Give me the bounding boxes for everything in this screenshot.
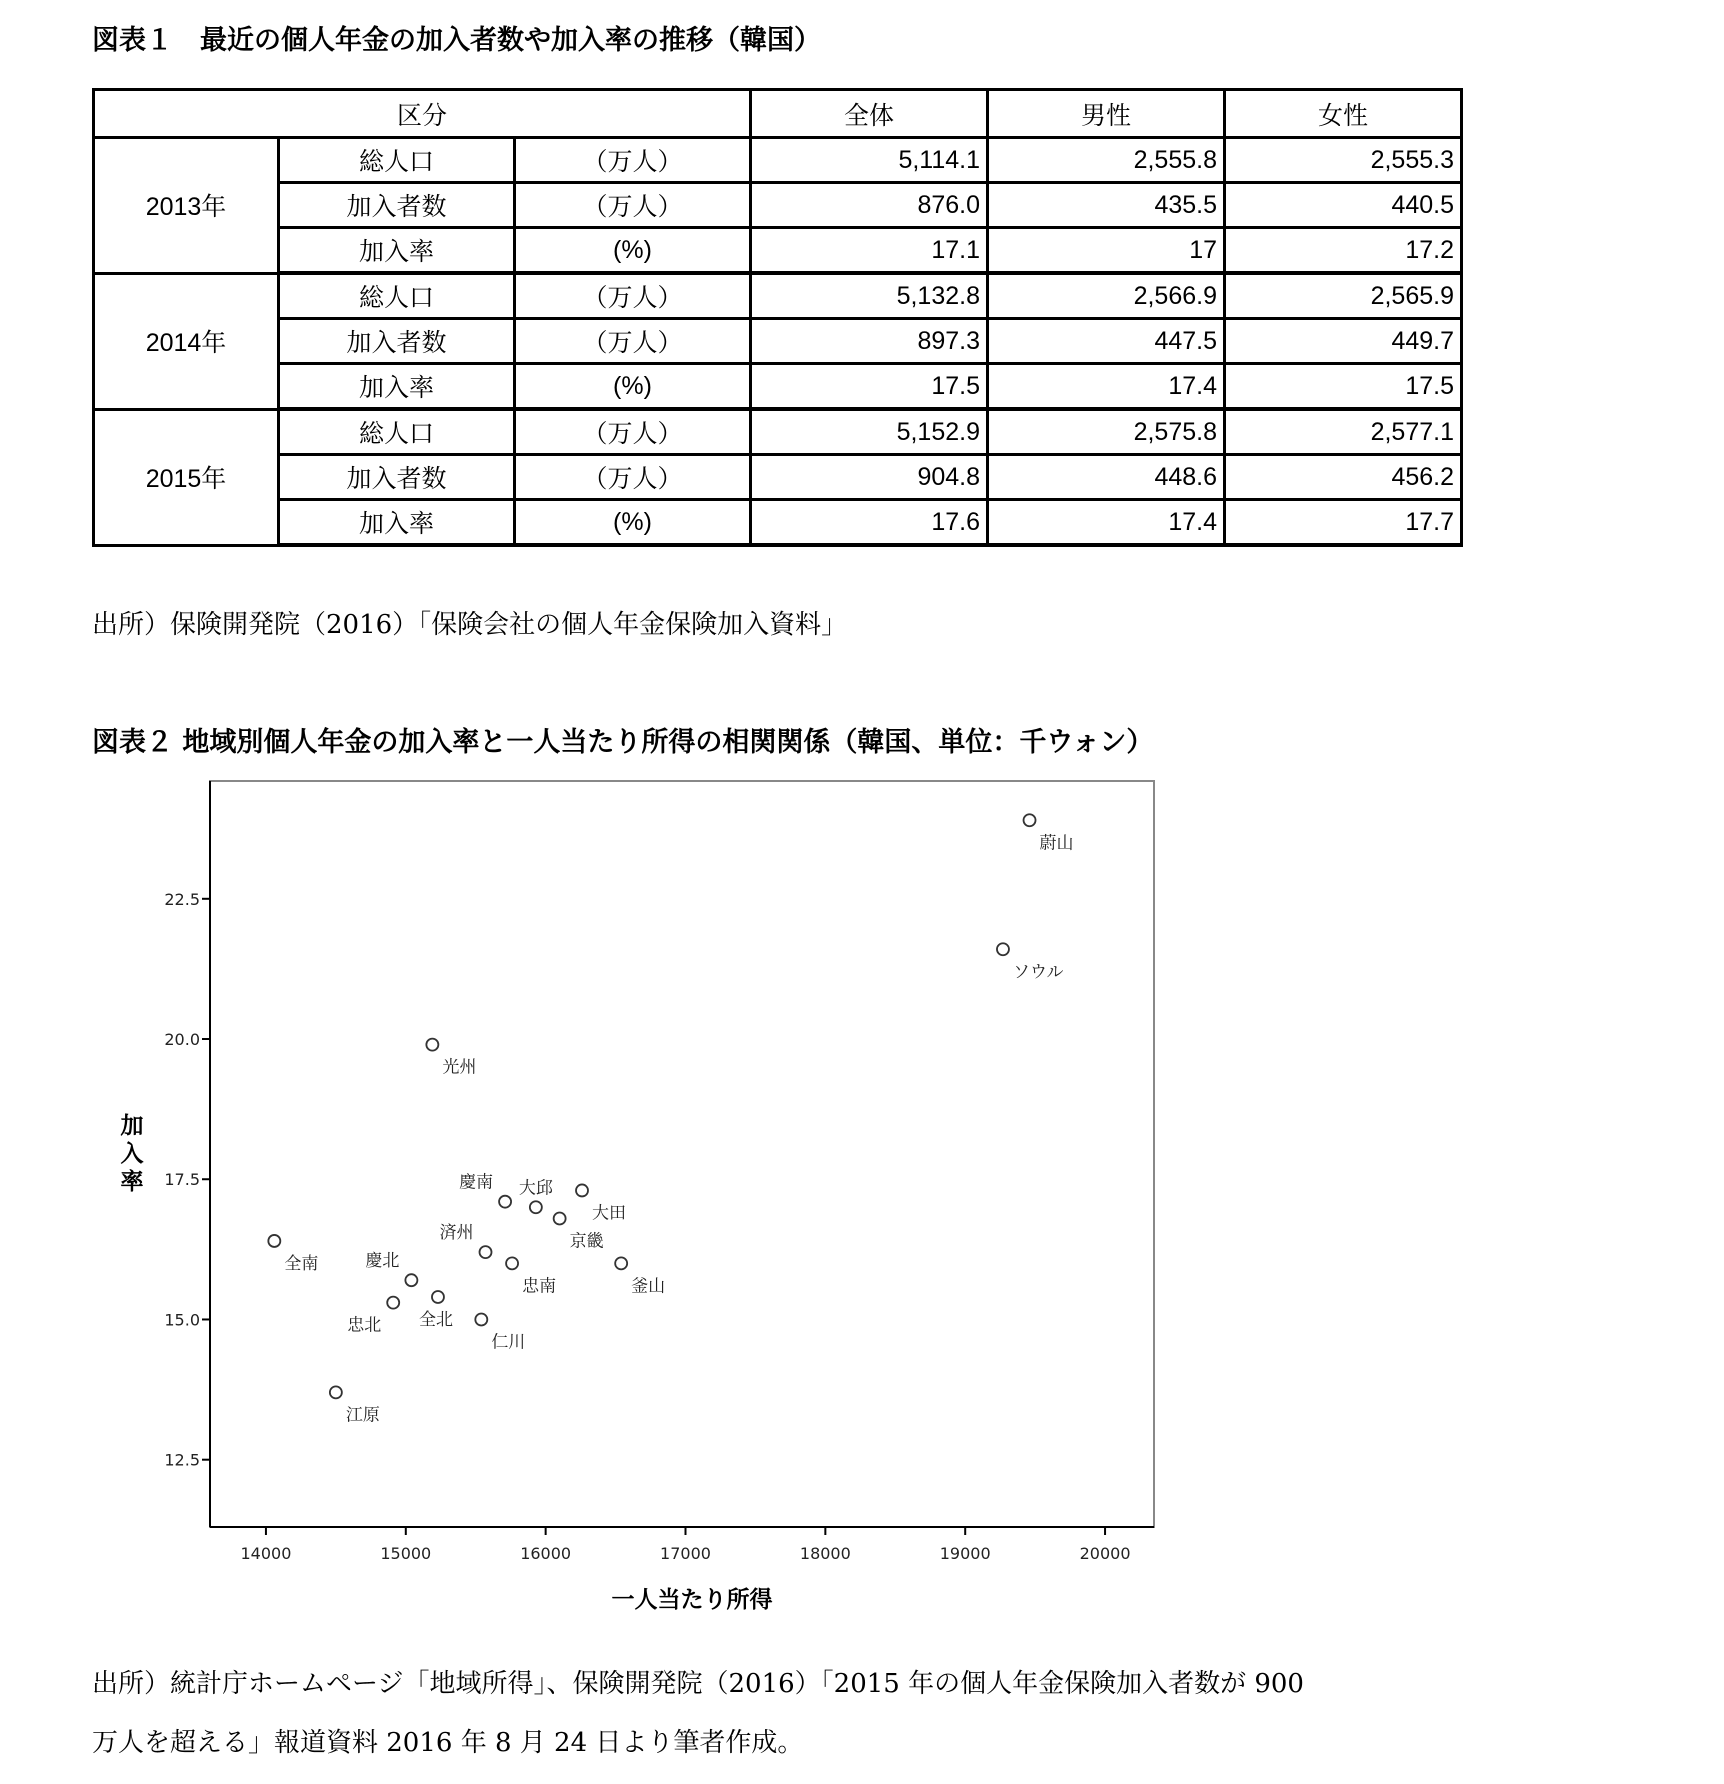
figure2-title: 図表２ 地域別個人年金の加入率と一人当たり所得の相関関係（韓国、単位：千ウォン） [92,727,1154,758]
total-cell: 5,114.1 [751,138,988,183]
y-axis-label [121,1113,144,1195]
y-axis-label-char: 率 [120,1169,144,1195]
point-label: 全南 [284,1253,319,1274]
table-row [94,228,1462,274]
total-cell: 897.3 [751,319,988,364]
figure2-source-line2: 万人を超える」報道資料 2016 年 8 月 24 日より筆者作成。 [92,1728,804,1758]
male-cell: 2,575.8 [988,409,1225,455]
point-label: 忠南 [522,1276,557,1297]
data-point [387,1297,399,1309]
item-cell: 総人口 [279,273,515,319]
point-label: 釜山 [631,1276,666,1297]
x-tick-label: 20000 [1079,1544,1131,1563]
male-cell: 17.4 [988,500,1225,546]
table-row [94,455,1462,500]
point-label: 江原 [345,1405,380,1426]
y-tick-label: 17.5 [164,1170,200,1190]
unit-cell: （万人） [515,409,751,455]
table-row [94,319,1462,364]
table-row [94,409,1462,455]
data-point [480,1246,492,1258]
table-row [94,138,1462,183]
scatter-chart [110,775,1210,1615]
figure1-title: 図表１ 最近の個人年金の加入者数や加入率の推移（韓国） [92,25,821,56]
point-label: ソウル [1012,962,1064,983]
data-point [475,1313,487,1325]
male-cell: 17 [988,228,1225,274]
female-cell: 2,577.1 [1225,409,1462,455]
point-label: 忠北 [347,1315,382,1336]
data-point [426,1039,438,1051]
data-point [997,943,1009,955]
figure1-source: 出所）保険開発院（2016）「保険会社の個人年金保険加入資料」 [92,610,848,640]
x-tick-label: 19000 [939,1544,991,1563]
table-row [94,364,1462,410]
data-point [506,1257,518,1269]
point-label: 京畿 [569,1231,604,1252]
total-cell: 17.1 [751,228,988,274]
year-cell: 2014年 [94,273,279,409]
male-cell: 2,555.8 [988,138,1225,183]
male-cell: 17.4 [988,364,1225,410]
table-header-row [94,90,1462,138]
data-point [330,1386,342,1398]
point-label: 済州 [439,1223,474,1244]
point-label: 慶北 [365,1251,400,1272]
x-ticks [240,1527,1130,1563]
female-cell: 2,555.3 [1225,138,1462,183]
total-cell: 5,132.8 [751,273,988,319]
header-female: 女性 [1225,90,1462,138]
unit-cell: (%) [515,228,751,274]
male-cell: 2,566.9 [988,273,1225,319]
x-tick-label: 14000 [240,1544,292,1563]
male-cell: 435.5 [988,183,1225,228]
y-tick-label: 22.5 [164,889,200,909]
x-tick-label: 17000 [660,1544,711,1563]
total-cell: 17.6 [751,500,988,546]
item-cell: 総人口 [279,138,515,183]
header-category: 区分 [94,90,751,138]
header-male: 男性 [988,90,1225,138]
figure2-source-line1: 出所）統計庁ホームページ「地域所得」、保険開発院（2016）「2015 年の個人年金保険加入者数が 900 [92,1669,1304,1699]
y-axis-label-char: 加 [120,1113,144,1139]
female-cell: 17.2 [1225,228,1462,274]
unit-cell: （万人） [515,319,751,364]
header-total: 全体 [751,90,988,138]
x-tick-label: 15000 [380,1544,432,1563]
unit-cell: （万人） [515,455,751,500]
item-cell: 加入者数 [279,455,515,500]
male-cell: 448.6 [988,455,1225,500]
x-tick-label: 16000 [520,1544,572,1563]
y-tick-label: 20.0 [164,1030,200,1050]
item-cell: 加入率 [279,500,515,546]
female-cell: 456.2 [1225,455,1462,500]
point-label: 全北 [418,1310,453,1331]
table-row [94,273,1462,319]
item-cell: 加入率 [279,228,515,274]
data-point [576,1184,588,1196]
female-cell: 17.5 [1225,364,1462,410]
y-axis-label-char: 入 [120,1141,144,1167]
female-cell: 17.7 [1225,500,1462,546]
data-point [432,1291,444,1303]
item-cell: 加入者数 [279,319,515,364]
item-cell: 加入率 [279,364,515,410]
male-cell: 447.5 [988,319,1225,364]
item-cell: 総人口 [279,409,515,455]
total-cell: 5,152.9 [751,409,988,455]
data-point [530,1201,542,1213]
female-cell: 449.7 [1225,319,1462,364]
x-axis-label: 一人当たり所得 [611,1587,773,1613]
point-label: 慶南 [459,1172,494,1193]
female-cell: 2,565.9 [1225,273,1462,319]
point-label: 光州 [442,1057,477,1078]
data-point [554,1213,566,1225]
unit-cell: （万人） [515,138,751,183]
y-tick-label: 12.5 [164,1450,200,1470]
year-cell: 2015年 [94,409,279,545]
total-cell: 904.8 [751,455,988,500]
total-cell: 876.0 [751,183,988,228]
total-cell: 17.5 [751,364,988,410]
x-tick-label: 18000 [799,1544,851,1563]
data-point [1024,814,1036,826]
data-point [499,1196,511,1208]
y-ticks [164,890,210,1470]
female-cell: 440.5 [1225,183,1462,228]
data-point [268,1235,280,1247]
table-row [94,500,1462,546]
point-label: 蔚山 [1039,833,1074,854]
unit-cell: (%) [515,500,751,546]
y-tick-label: 15.0 [164,1310,200,1330]
year-cell: 2013年 [94,138,279,274]
point-label: 仁川 [491,1332,526,1353]
unit-cell: (%) [515,364,751,410]
table-row [94,183,1462,228]
data-point [615,1257,627,1269]
unit-cell: （万人） [515,183,751,228]
item-cell: 加入者数 [279,183,515,228]
point-label: 大邱 [518,1178,553,1199]
pension-table [92,88,1463,547]
data-point [405,1274,417,1286]
unit-cell: （万人） [515,273,751,319]
point-label: 大田 [592,1203,627,1224]
